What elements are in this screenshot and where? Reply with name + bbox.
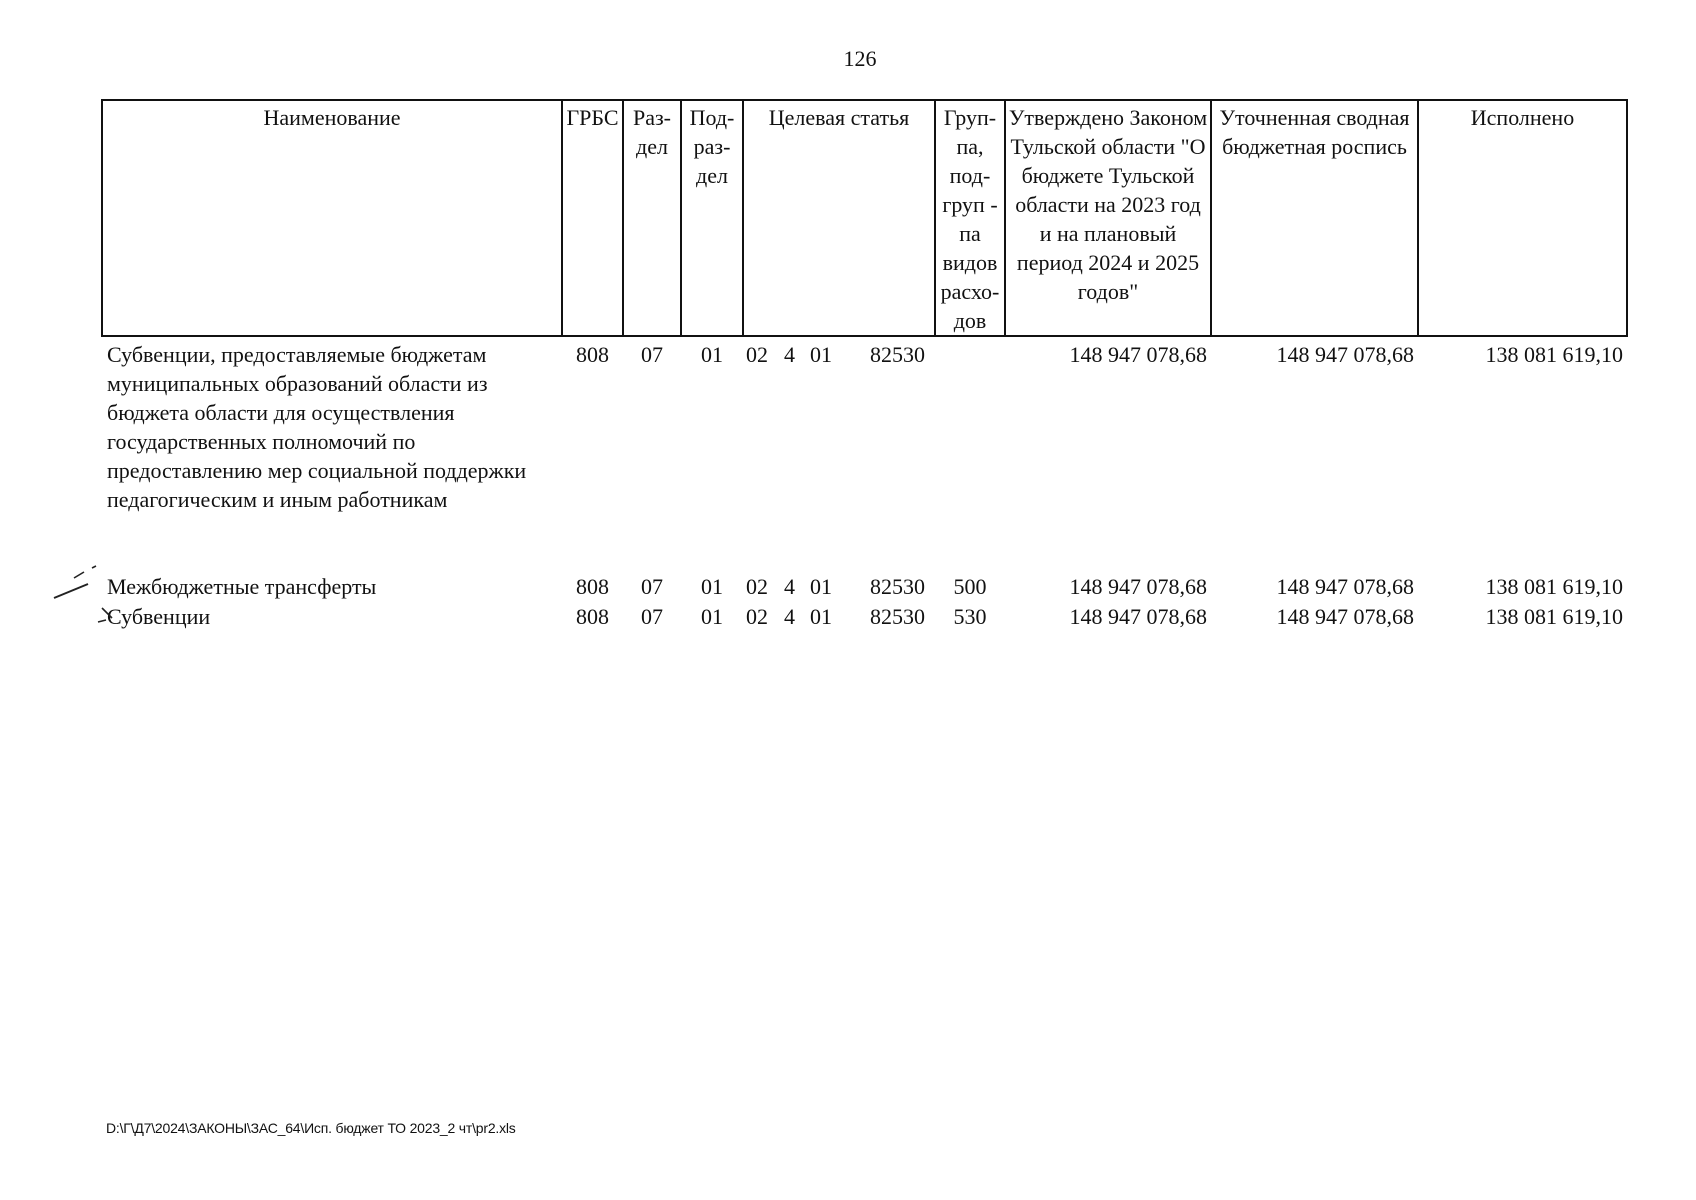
cell-refined: 148 947 078,68: [1276, 342, 1414, 367]
cell-grbs: 808: [576, 604, 609, 629]
cell-executed: 138 081 619,10: [1485, 574, 1623, 599]
budget-table-sheet: [101, 99, 1626, 632]
cell-name: Межбюджетные трансферты: [107, 574, 377, 599]
header-refined: Уточненная сводная бюджетная роспись: [1211, 100, 1418, 336]
header-podrazdel: Под- раз- дел: [681, 100, 743, 336]
cell-approved: 148 947 078,68: [1069, 604, 1207, 629]
cell-razdel: 07: [641, 574, 663, 599]
cell-executed: 138 081 619,10: [1485, 604, 1623, 629]
cell-executed: 138 081 619,10: [1485, 342, 1623, 367]
header-name: Наименование: [102, 100, 562, 336]
target-part-3: 01: [810, 574, 832, 599]
cell-razdel: 07: [641, 604, 663, 629]
cell-name: Субвенции, предоставляемые бюджетам муниципальных образований области из бюджета области для осуществления государственных полномочий по предоставлению мер социальной поддержки педагогическим и иным работникам: [107, 342, 527, 512]
cell-target-article: [743, 602, 935, 632]
header-grbs: ГРБС: [562, 100, 623, 336]
cell-podrazdel: 01: [701, 604, 723, 629]
cell-refined: 148 947 078,68: [1276, 574, 1414, 599]
target-part-3: 01: [810, 604, 832, 629]
header-expense-group: Груп- па, под- груп - па видов расхо- дов: [935, 100, 1005, 336]
cell-podrazdel: 01: [701, 342, 723, 367]
cell-expense-group: 500: [953, 574, 987, 599]
header-approved: Утверждено Законом Тульской области "О бюджете Тульской области на 2023 год и на плановый период 2024 и 2025 годов": [1005, 100, 1211, 336]
cell-refined: 148 947 078,68: [1276, 604, 1414, 629]
target-part-2: 4: [784, 342, 795, 367]
header-razdel: Раз- дел: [623, 100, 681, 336]
target-part-4: 82530: [870, 342, 925, 367]
header-executed: Исполнено: [1418, 100, 1627, 336]
cell-name: Субвенции: [107, 604, 211, 629]
cell-expense-group: 530: [953, 604, 987, 629]
page-number: 126: [843, 46, 877, 71]
table-header-row: [102, 100, 1627, 336]
budget-table: [101, 99, 1628, 632]
cell-grbs: 808: [576, 342, 609, 367]
footer-file-path: D:\Г\Д7\2024\ЗАКОНЫ\ЗАС_64\Исп. бюджет ТО 2023_2 чт\pr2.xls: [106, 1120, 516, 1136]
cell-expense-group: [935, 336, 1005, 572]
table-row: [102, 572, 1627, 602]
table-row: [102, 336, 1627, 572]
cell-grbs: 808: [576, 574, 609, 599]
target-part-2: 4: [784, 574, 795, 599]
target-part-4: 82530: [870, 604, 925, 629]
target-part-2: 4: [784, 604, 795, 629]
table-row: [102, 602, 1627, 632]
cell-target-article: [743, 572, 935, 602]
target-part-3: 01: [810, 342, 832, 367]
target-part-4: 82530: [870, 574, 925, 599]
cell-approved: 148 947 078,68: [1069, 574, 1207, 599]
cell-razdel: 07: [641, 342, 663, 367]
cell-approved: 148 947 078,68: [1069, 342, 1207, 367]
cell-podrazdel: 01: [701, 574, 723, 599]
target-part-1: 02: [746, 574, 768, 599]
header-target-article: Целевая статья: [743, 100, 935, 336]
target-part-1: 02: [746, 342, 768, 367]
cell-target-article: [743, 336, 935, 572]
margin-pen-marks: [48, 560, 168, 650]
target-part-1: 02: [746, 604, 768, 629]
